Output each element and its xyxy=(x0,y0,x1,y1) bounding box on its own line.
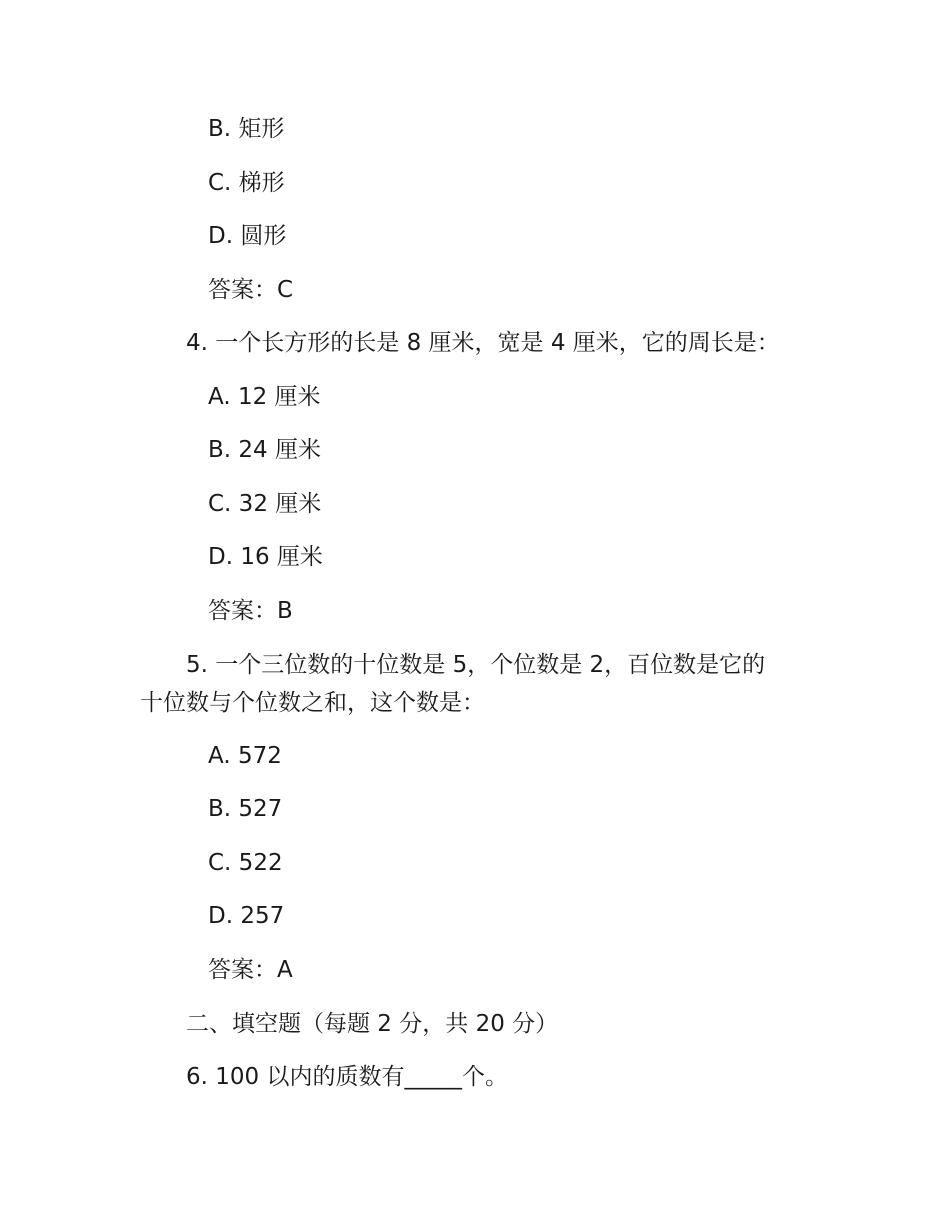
q5-option-d: D. 257 xyxy=(208,903,285,929)
q4-option-b: B. 24 厘米 xyxy=(208,437,321,463)
q3-answer: 答案：C xyxy=(208,277,294,303)
q5-option-b: B. 527 xyxy=(208,796,283,822)
q4-option-c: C. 32 厘米 xyxy=(208,491,322,517)
q3-option-c: C. 梯形 xyxy=(208,170,285,196)
q5-answer: 答案：A xyxy=(208,957,293,983)
q4-option-a: A. 12 厘米 xyxy=(208,384,321,410)
q5-option-a: A. 572 xyxy=(208,743,282,769)
q6-question: 6. 100 以内的质数有_____个。 xyxy=(186,1064,508,1090)
q4-question: 4. 一个长方形的长是 8 厘米，宽是 4 厘米，它的周长是： xyxy=(186,330,780,356)
section2-heading: 二、填空题（每题 2 分，共 20 分） xyxy=(186,1011,559,1037)
q3-option-b: B. 矩形 xyxy=(208,116,285,142)
q4-option-d: D. 16 厘米 xyxy=(208,544,323,570)
q3-option-d: D. 圆形 xyxy=(208,223,287,249)
q5-question-line1: 5. 一个三位数的十位数是 5，个位数是 2，百位数是它的 xyxy=(186,652,766,678)
q5-option-c: C. 522 xyxy=(208,850,283,876)
q5-question-line2: 十位数与个位数之和，这个数是： xyxy=(140,690,485,716)
q4-answer: 答案：B xyxy=(208,598,293,624)
